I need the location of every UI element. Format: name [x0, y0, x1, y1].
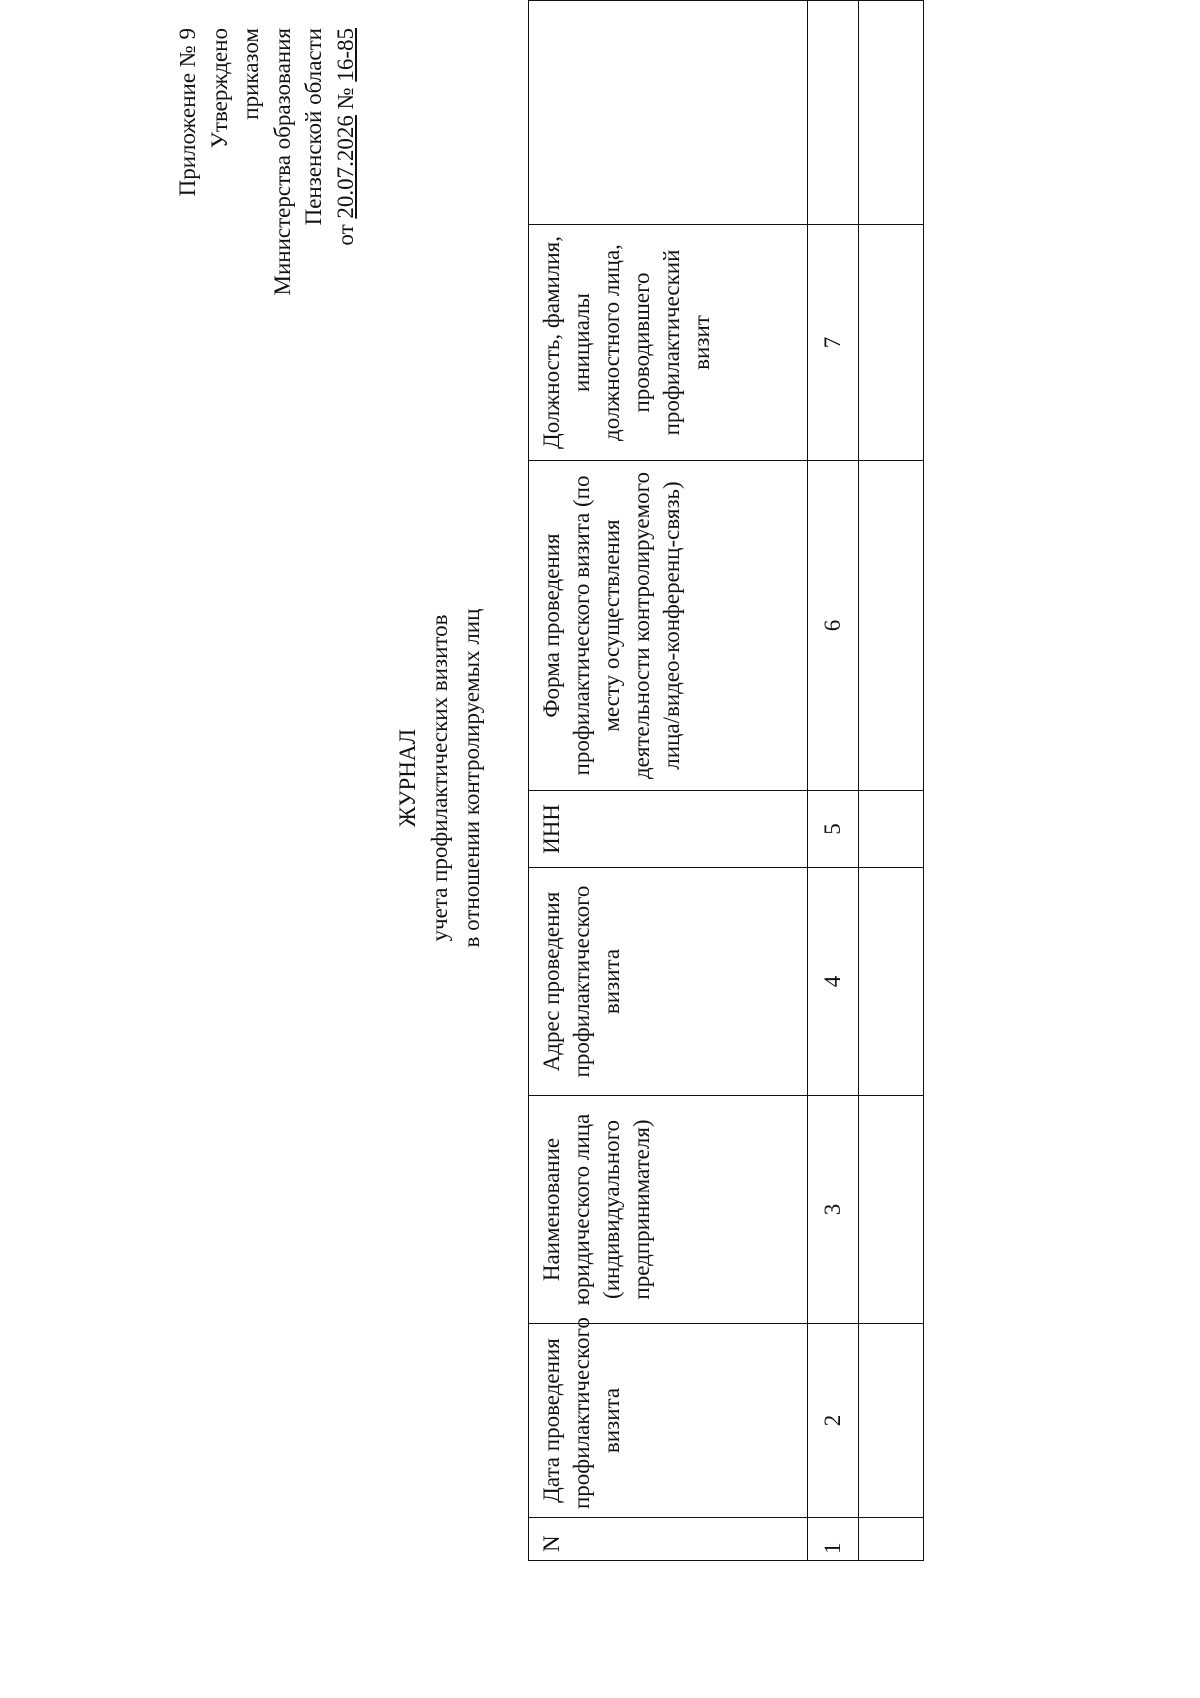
- number-cell-extra: [807, 1, 858, 225]
- order-label: приказом: [238, 28, 263, 120]
- journal-heading: [392, 458, 488, 1098]
- empty-cell: [859, 1096, 924, 1324]
- order-date: 20.07.2026: [332, 115, 358, 219]
- empty-cell: [859, 791, 924, 868]
- empty-cell: [859, 225, 924, 461]
- order-date-line: [330, 28, 362, 358]
- empty-cell: [859, 1324, 924, 1518]
- empty-cell: [859, 1, 924, 225]
- number-cell-5: 5: [807, 791, 858, 868]
- header-cell-entity: Наименование юридического лица (индивидуального предпринимателя): [529, 1096, 808, 1324]
- header-cell-address: Адрес проведения профилактического визита: [529, 868, 808, 1096]
- header-cell-inn: ИНН: [529, 791, 808, 868]
- table-empty-row: [859, 1, 924, 1561]
- empty-cell: [859, 461, 924, 791]
- journal-table: [528, 0, 924, 1561]
- ministry-label: Министерства образования: [269, 28, 295, 296]
- order-number: 16-85: [332, 28, 358, 82]
- approval-block: [172, 28, 361, 358]
- journal-subtitle-2: в отношении контролируемых лиц: [459, 608, 484, 948]
- header-cell-extra: [529, 1, 808, 225]
- appendix-label: Приложение № 9: [175, 28, 200, 197]
- header-cell-form: Форма проведения профилактического визита (по месту осуществления деятельности контролируемого лица/видео-конференц-связь): [529, 461, 808, 791]
- region-label: Пензенской области: [301, 28, 326, 226]
- approved-label: Утверждено: [206, 28, 232, 149]
- journal-subtitle-1: учета профилактических визитов: [427, 614, 452, 942]
- date-prefix: от: [332, 224, 358, 246]
- journal-title: ЖУРНАЛ: [395, 728, 420, 828]
- number-cell-6: 6: [807, 461, 858, 791]
- empty-cell: [859, 868, 924, 1096]
- number-cell-1: 1: [807, 1518, 858, 1561]
- empty-cell: [859, 1518, 924, 1561]
- table-number-row: [807, 1, 858, 1561]
- header-cell-number: N: [529, 1518, 808, 1561]
- number-cell-3: 3: [807, 1096, 858, 1324]
- table-header-row: [529, 1, 808, 1561]
- header-cell-official: Должность, фамилия, инициалы должностного лица, проводившего профилактический визит: [529, 225, 808, 461]
- header-cell-date: Дата проведения профилактического визита: [529, 1324, 808, 1518]
- number-cell-4: 4: [807, 868, 858, 1096]
- number-prefix: №: [332, 87, 358, 110]
- number-cell-2: 2: [807, 1324, 858, 1518]
- number-cell-7: 7: [807, 225, 858, 461]
